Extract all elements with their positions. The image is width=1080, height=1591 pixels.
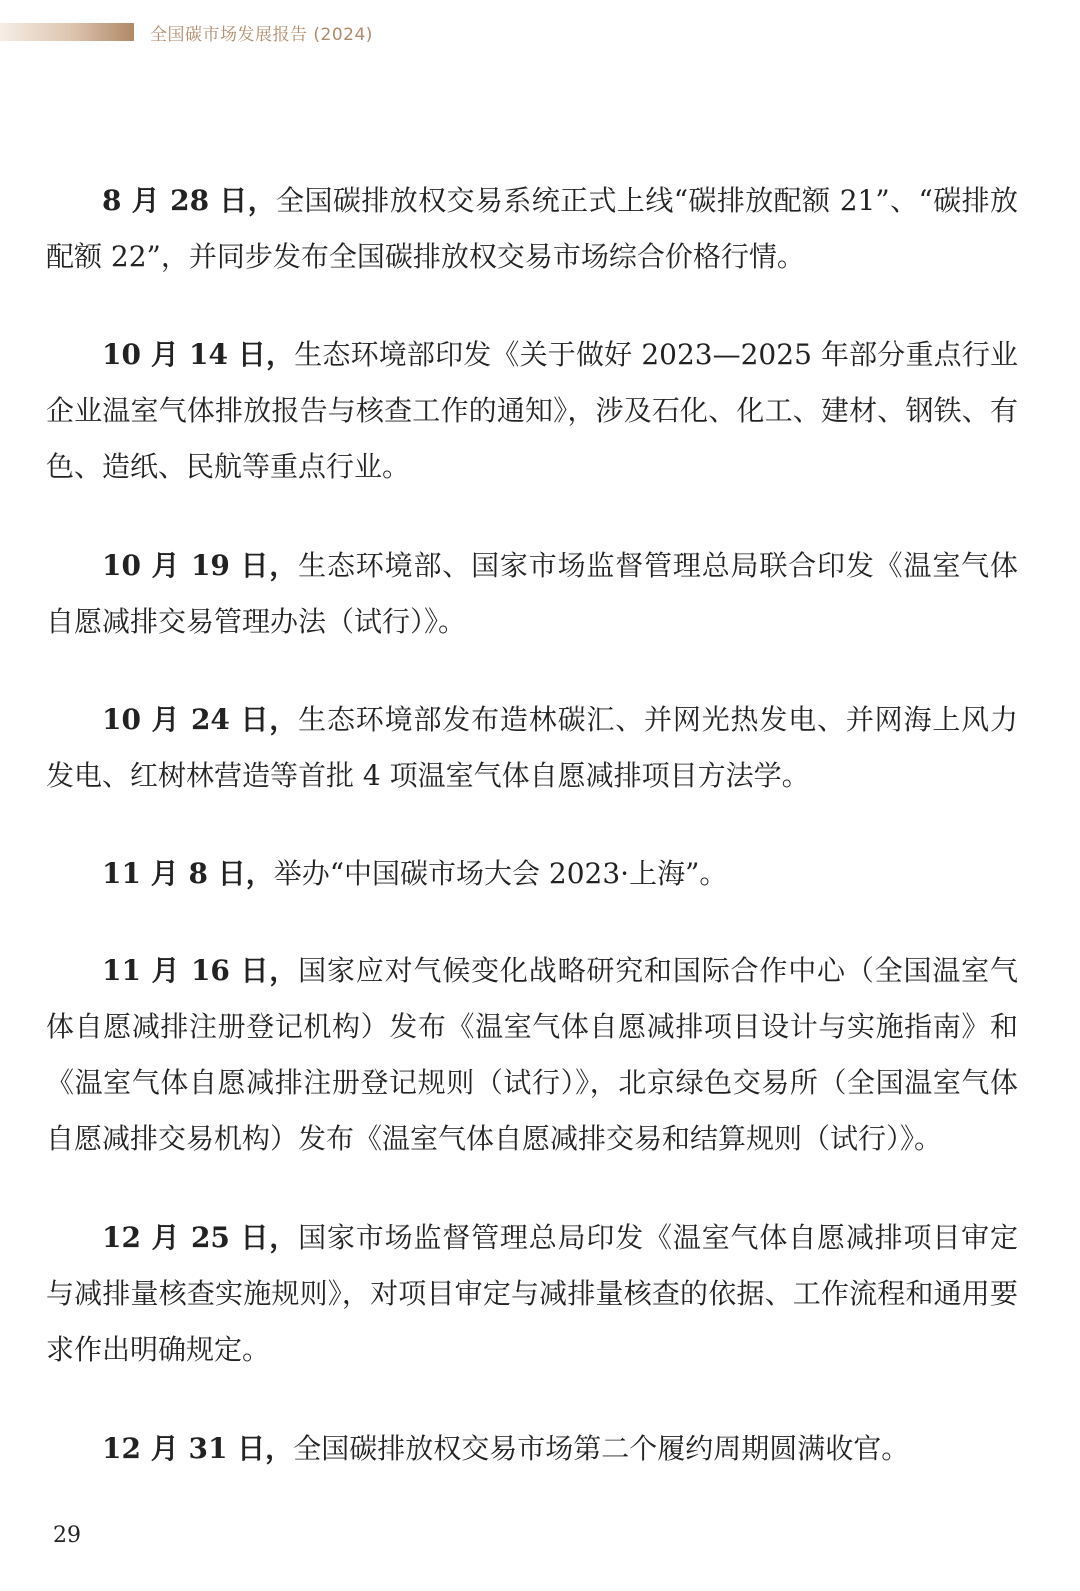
entry-date: 10 月 14 日， [102,338,295,371]
chronology-entry [46,943,1018,1167]
entry-date: 8 月 28 日， [102,184,277,217]
chronology-entry [46,1421,1018,1477]
page-number: 29 [53,1523,81,1548]
header-decorative-bar [0,23,134,41]
entry-text: 全国碳排放权交易市场第二个履约周期圆满收官。 [293,1432,910,1465]
chronology-entry [46,327,1018,495]
entry-date: 11 月 16 日， [102,954,299,987]
entry-text: 举办“中国碳市场大会 2023·上海”。 [273,857,728,890]
entry-text: 生态环境部印发《关于做好 2023—2025 年部分重点行业企业温室气体排放报告与核查工作的通知》，涉及石化、化工、建材、钢铁、有色、造纸、民航等重点行业。 [46,338,1018,483]
chronology-entry [46,846,1018,902]
chronology-entry [46,692,1018,804]
entry-text: 全国碳排放权交易系统正式上线“碳排放配额 21”、“碳排放配额 22”，并同步发布全国碳排放权交易市场综合价格行情。 [46,184,1018,273]
entry-date: 10 月 19 日， [102,549,299,582]
entry-text: 国家应对气候变化战略研究和国际合作中心（全国温室气体自愿减排注册登记机构）发布《温室气体自愿减排项目设计与实施指南》和《温室气体自愿减排注册登记规则（试行）》，北京绿色交易所（全国温室气体自愿减排交易机构）发布《温室气体自愿减排交易和结算规则（试行）》。 [46,954,1018,1155]
entry-date: 11 月 8 日， [102,857,274,890]
chronology-entry [46,173,1018,285]
chronology-entry [46,1210,1018,1378]
chronology-entry [46,538,1018,650]
entry-date: 10 月 24 日， [102,703,299,736]
entry-date: 12 月 25 日， [102,1221,299,1254]
entry-text: 生态环境部、国家市场监督管理总局联合印发《温室气体自愿减排交易管理办法（试行）》。 [46,549,1018,638]
running-header-title: 全国碳市场发展报告 (2024) [150,25,373,45]
entry-date: 12 月 31 日， [102,1432,294,1465]
entry-text: 国家市场监督管理总局印发《温室气体自愿减排项目审定与减排量核查实施规则》，对项目审定与减排量核查的依据、工作流程和通用要求作出明确规定。 [46,1221,1018,1366]
entry-text: 生态环境部发布造林碳汇、并网光热发电、并网海上风力发电、红树林营造等首批 4 项温室气体自愿减排项目方法学。 [46,703,1018,792]
